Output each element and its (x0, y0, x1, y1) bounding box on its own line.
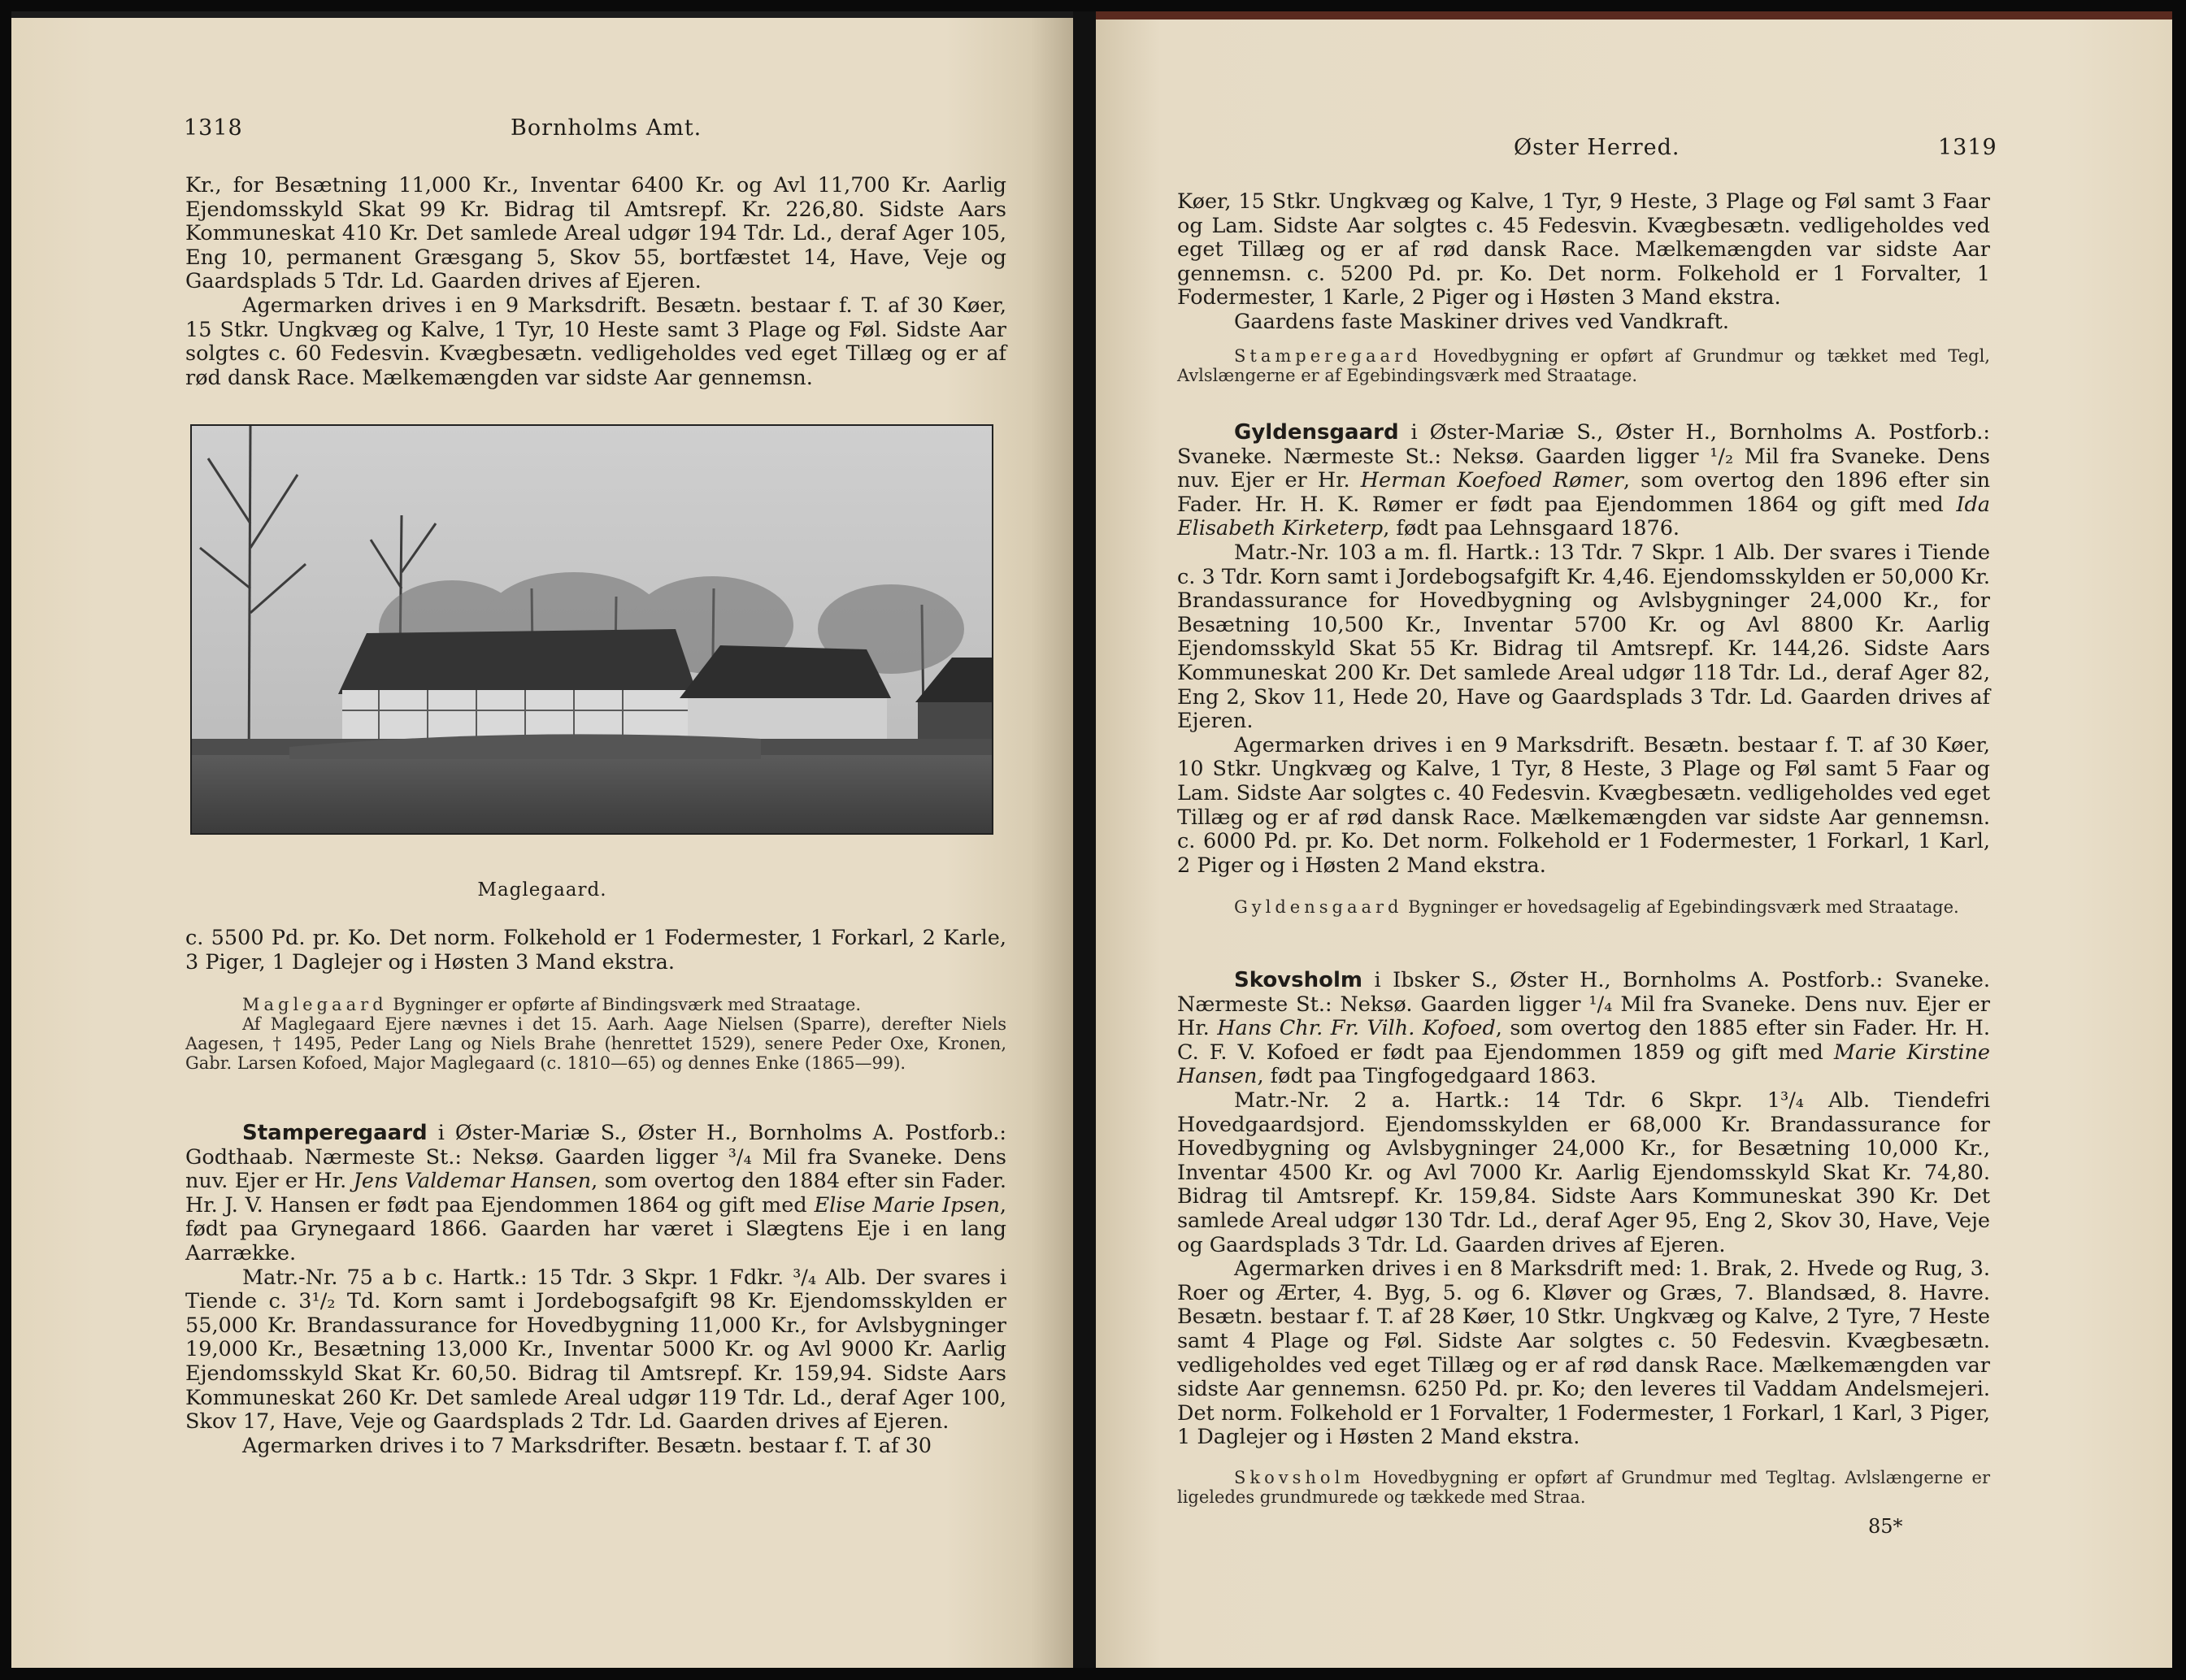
note-text: Hovedbygning er opført af Grundmur og tækket med Tegl, Avlslængerne er af Egebindingsværk med Straatage. (1177, 346, 1990, 385)
maglegaard-photo (190, 424, 993, 835)
entry-text: i Ibsker S., Øster H., Bornholms A. Postforb.: Svaneke. Nærmeste St.: Neksø. Gaarden ligger ¹/₄ Mil fra Svaneke. Dens nuv. Ejer er Hr. (1177, 968, 1990, 1041)
owner-name: Jens Valdemar Hansen (353, 1169, 592, 1194)
paragraph: Agermarken drives i en 9 Marksdrift. Besætn. bestaar f. T. af 30 Køer, 15 Stkr. Ungkvæg og Kalve, 1 Tyr, 10 Heste samt 3 Plage og Føl. Sidste Aar solgtes c. 60 Fedesvin. Kvægbesætn. vedligeholdes ved eget Tillæg og er af rød dansk Race. Mælkemængden var sidste Aar gennemsn. (185, 293, 1006, 390)
note-heading: Maglegaard (242, 995, 388, 1014)
entry-heading: Skovsholm (1234, 968, 1362, 992)
wife-name: Elise Marie Ipsen (814, 1192, 1000, 1218)
entry-text: i Øster-Mariæ S., Øster H., Bornholms A. Postforb.: Godthaab. Nærmeste St.: Neksø. Gaarden ligger ³/₄ Mil fra Svaneke. Dens nuv. Ejer er Hr. (185, 1121, 1006, 1194)
left-page-number: 1318 (184, 115, 243, 141)
paragraph: Kr., for Besætning 11,000 Kr., Inventar 6400 Kr. og Avl 11,700 Kr. Aarlig Ejendomsskyld Skat 99 Kr. Bidrag til Amtsrepf. Kr. 226,80. Sidste Aars Kommuneskat 410 Kr. Det samlede Areal udgør 194 Tdr. Ld., deraf Ager 105, Eng 10, permanent Græsgang 5, Skov 55, bortfæstet 14, Have, Veje og Gaardsplads 5 Tdr. Ld. Gaarden drives af Ejeren. (185, 173, 1006, 294)
paragraph: Matr.-Nr. 103 a m. fl. Hartk.: 13 Tdr. 7 Skpr. 1 Alb. Der svares i Tiende c. 3 Tdr. Korn samt i Jordebogsafgift Kr. 4,46. Ejendomsskylden er 50,000 Kr. Brandassurance for Hovedbygning og Avlsbygninger 24,000 Kr., for Besætning 10,500 Kr., Inventar 5700 Kr. og Avl 8800 Kr. Aarlig Ejendomsskyld Skat 55 Kr. Bidrag til Amtsrepf. Kr. 144,26. Sidste Aars Kommuneskat 200 Kr. Det samlede Areal udgør 118 Tdr. Ld., deraf Ager 82, Eng 2, Skov 11, Hede 20, Have og Gaardsplads 3 Tdr. Ld. Gaarden drives af Ejeren. (1177, 540, 1990, 734)
right-running-head: Øster Herred. (1514, 135, 1680, 160)
right-page-number: 1319 (1938, 135, 1997, 160)
note-heading: Stamperegaard (1234, 346, 1422, 366)
entry-text: i Øster-Mariæ S., Øster H., Bornholms A. Postforb.: Svaneke. Nærmeste St.: Neksø. Gaarden ligger ¹/₂ Mil fra Svaneke. Dens nuv. Ejer er Hr. (1177, 420, 1990, 493)
wife-name: Marie Kirstine Hansen (1177, 1040, 1990, 1089)
note-heading: Skovsholm (1234, 1468, 1365, 1487)
left-middle-text (185, 927, 1006, 975)
gyldensgaard-note (1177, 897, 1990, 917)
stamperegaard-entry (185, 1122, 1006, 1458)
note-text: Af Maglegaard Ejere nævnes i det 15. Aarh. Aage Nielsen (Sparre), derefter Niels Aagesen, † 1495, Peder Lang og Niels Brahe (henrettet 1529), senere Peder Oxe, Kronen, Gabr. Larsen Kofoed, Major Maglegaard (c. 1810—65) og dennes Enke (1865—99). (185, 1014, 1006, 1073)
paragraph: c. 5500 Pd. pr. Ko. Det norm. Folkehold er 1 Fodermester, 1 Forkarl, 2 Karle, 3 Piger, 1 Daglejer og i Høsten 3 Mand ekstra. (185, 926, 1006, 975)
skovsholm-note (1177, 1468, 1990, 1507)
paragraph: Agermarken drives i to 7 Marksdrifter. Besætn. bestaar f. T. af 30 (242, 1433, 932, 1458)
entry-heading: Stamperegaard (242, 1121, 428, 1145)
gyldensgaard-entry (1177, 421, 1990, 878)
entry-text: , født paa Grynegaard 1866. Gaarden har været i Slægtens Eje i en lang Aarrække. (185, 1192, 1007, 1265)
left-page (11, 11, 1073, 1668)
entry-text: , som overtog den 1896 efter sin Fader. Hr. H. K. Rømer er født paa Ejendommen 1864 og gift med (1177, 468, 1990, 517)
paragraph: Agermarken drives i en 9 Marksdrift. Besætn. bestaar f. T. af 30 Køer, 10 Stkr. Ungkvæg og Kalve, 1 Tyr, 8 Heste, 3 Plage og Føl samt 5 Faar og Lam. Sidste Aar solgtes c. 40 Fedesvin. Kvægbesætn. vedligeholdes ved eget Tillæg og er af rød dansk Race. Mælkemængden var sidste Aar gennemsn. c. 6000 Pd. pr. Ko. Det norm. Folkehold er 1 Fodermester, 1 Forkarl, 1 Karl, 2 Piger og i Høsten 2 Mand ekstra. (1177, 732, 1990, 878)
signature-mark: 85* (1868, 1515, 1903, 1538)
skovsholm-entry (1177, 969, 1990, 1450)
left-top-text (185, 174, 1006, 390)
farmhouse-photo-illustration (192, 426, 993, 835)
owner-name: Herman Koefoed Rømer (1360, 468, 1623, 493)
right-page (1096, 11, 2172, 1668)
entry-text: , som overtog den 1885 efter sin Fader. Hr. H. C. F. V. Kofoed er født paa Ejendommen 1859 og gift med (1177, 1016, 1990, 1065)
note-text: Hovedbygning er opført af Grundmur med Tegltag. Avlslængerne er ligeledes grundmurede og tækkede med Straa. (1177, 1468, 1990, 1507)
paragraph: Gaardens faste Maskiner drives ved Vandkraft. (1234, 309, 1729, 334)
paragraph: Køer, 15 Stkr. Ungkvæg og Kalve, 1 Tyr, 9 Heste, 3 Plage og Føl samt 3 Faar og Lam. Sidste Aar solgtes c. 45 Fedesvin. Kvægbesætn. vedligeholdes ved eget Tillæg og er af rød dansk Race. Mælkemængden var sidste Aar gennemsn. c. 5200 Pd. pr. Ko. Det norm. Folkehold er 1 Forvalter, 1 Fodermester, 1 Karle, 2 Piger og i Høsten 3 Mand ekstra. (1177, 189, 1990, 310)
entry-text: , født paa Tingfogedgaard 1863. (1257, 1064, 1597, 1089)
wife-name: Ida Elisabeth Kirketerp (1177, 492, 1990, 541)
entry-text: , som overtog den 1884 efter sin Fader. Hr. J. V. Hansen er født paa Ejendommen 1864 og gift med (185, 1169, 1006, 1218)
entry-text: , født paa Lehnsgaard 1876. (1383, 516, 1680, 541)
maglegaard-note (185, 995, 1006, 1073)
book-gutter (1073, 11, 1096, 1668)
left-running-head: Bornholms Amt. (511, 115, 702, 141)
photo-caption: Maglegaard. (477, 879, 607, 901)
note-text: Bygninger er hovedsagelig af Egebindingsværk med Straatage. (1402, 897, 1959, 917)
entry-heading: Gyldensgaard (1234, 420, 1399, 445)
note-text: Bygninger er opførte af Bindingsværk med Straatage. (387, 995, 862, 1014)
right-top-text (1177, 190, 1990, 335)
owner-name: Hans Chr. Fr. Vilh. Kofoed (1217, 1016, 1496, 1041)
left-page-header (11, 115, 1073, 148)
paragraph: Matr.-Nr. 75 a b c. Hartk.: 15 Tdr. 3 Skpr. 1 Fdkr. ³/₄ Alb. Der svares i Tiende c. 3¹/₂ Td. Korn samt i Jordebogsafgift 98 Kr. Ejendomsskylden er 55,000 Kr. Brandassurance for Hovedbygning 11,000 Kr., for Avlsbygninger 19,000 Kr., Besætning 13,000 Kr., Inventar 5000 Kr. og Avl 9000 Kr. Aarlig Ejendomsskyld Skat Kr. 60,50. Bidrag til Amtsrepf. Kr. 159,94. Sidste Aars Kommuneskat 260 Kr. Det samlede Areal udgør 119 Tdr. Ld., deraf Ager 100, Skov 17, Have, Veje og Gaardsplads 2 Tdr. Ld. Gaarden drives af Ejeren. (185, 1265, 1006, 1435)
stamperegaard-note (1177, 346, 1990, 385)
note-heading: Gyldensgaard (1234, 897, 1403, 917)
right-page-header (1096, 135, 2172, 167)
paragraph: Matr.-Nr. 2 a. Hartk.: 14 Tdr. 6 Skpr. 1³/₄ Alb. Tiendefri Hovedgaardsjord. Ejendomsskylden er 68,000 Kr. Brandassurance for Hovedbygning og Avlsbygninger 24,000 Kr., for Besætning 10,000 Kr., Inventar 4500 Kr. og Avl 7000 Kr. Aarlig Ejendomsskyld Skat Kr. 74,80. Bidrag til Amtsrepf. Kr. 159,84. Sidste Aars Kommuneskat 390 Kr. Det samlede Areal udgør 130 Tdr. Ld., deraf Ager 95, Eng 2, Skov 30, Have, Veje og Gaardsplads 3 Tdr. Ld. Gaarden drives af Ejeren. (1177, 1087, 1990, 1257)
paragraph: Agermarken drives i en 8 Marksdrift med: 1. Brak, 2. Hvede og Rug, 3. Roer og Ærter, 4. Byg, 5. og 6. Kløver og Græs, 7. Blandsæd, 8. Havre. Besætn. bestaar f. T. af 28 Køer, 10 Stkr. Ungkvæg og Kalve, 2 Tyre, 7 Heste samt 4 Plage og Føl. Sidste Aar solgtes c. 50 Fedesvin. Kvægbesætn. vedligeholdes ved eget Tillæg og er af rød dansk Race. Mælkemængden var sidste Aar gennemsn. 6250 Pd. pr. Ko; den leveres til Vaddam Andelsmejeri. Det norm. Folkehold er 1 Forvalter, 1 Fodermester, 1 Forkarl, 1 Karl, 3 Piger, 1 Daglejer og i Høsten 2 Mand ekstra. (1177, 1257, 1990, 1450)
